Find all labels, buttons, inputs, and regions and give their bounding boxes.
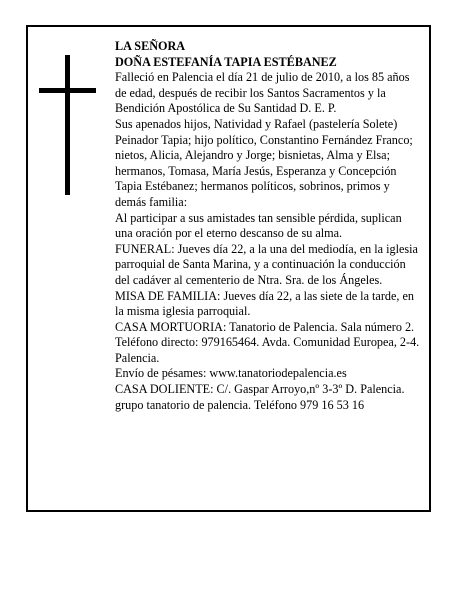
family-list: Sus apenados hijos, Natividad y Rafael (pastelería Solete) Peinador Tapia; hijo político, Constantino Fernández Franco; nietos, Alicia, Alejandro y Jorge; bisnietas, Alma y Elsa; hermanos, Tomasa, María Jesús, Esperanza y Concepción Tapia Estébanez; hermanos políticos, sobrinos, primos y demás familia:: [115, 116, 413, 209]
prayer-request: Al participar a sus amistades tan sensible pérdida, suplican una oración por el eterno descanso de su alma.: [115, 210, 402, 241]
funeral-home-info: CASA MORTUORIA: Tanatorio de Palencia. Sala número 2. Teléfono directo: 979165464. Avda. Comunidad Europea, 2-4. Palencia.: [115, 319, 420, 365]
death-announcement: Falleció en Palencia el día 21 de julio de 2010, a los 85 años de edad, después de recibir los Santos Sacramentos y la Bendición Apostólica de Su Santidad D. E. P.: [115, 70, 410, 116]
cross-vertical-bar: [65, 55, 70, 195]
mourning-home-info: CASA DOLIENTE: C/. Gaspar Arroyo,nº 3-3º D. Palencia.: [115, 382, 405, 397]
cross-horizontal-bar: [39, 88, 96, 93]
condolences-info: Envío de pésames: www.tanatoriodepalencia.es: [115, 366, 347, 381]
family-mass-info: MISA DE FAMILIA: Jueves día 22, a las siete de la tarde, en la misma iglesia parroquial.: [115, 288, 414, 319]
deceased-name: DOÑA ESTEFANÍA TAPIA ESTÉBANEZ: [115, 54, 337, 69]
funeral-group-contact: grupo tanatorio de palencia. Teléfono 979 16 53 16: [115, 397, 365, 412]
obituary-title: LA SEÑORA: [115, 39, 186, 53]
funeral-info: FUNERAL: Jueves día 22, a la una del mediodía, en la iglesia parroquial de Santa Marina, y a continuación la conducción del cadáver al cementerio de Ntra. Sra. de los Ángeles.: [115, 241, 418, 287]
obituary-text: [115, 39, 421, 413]
